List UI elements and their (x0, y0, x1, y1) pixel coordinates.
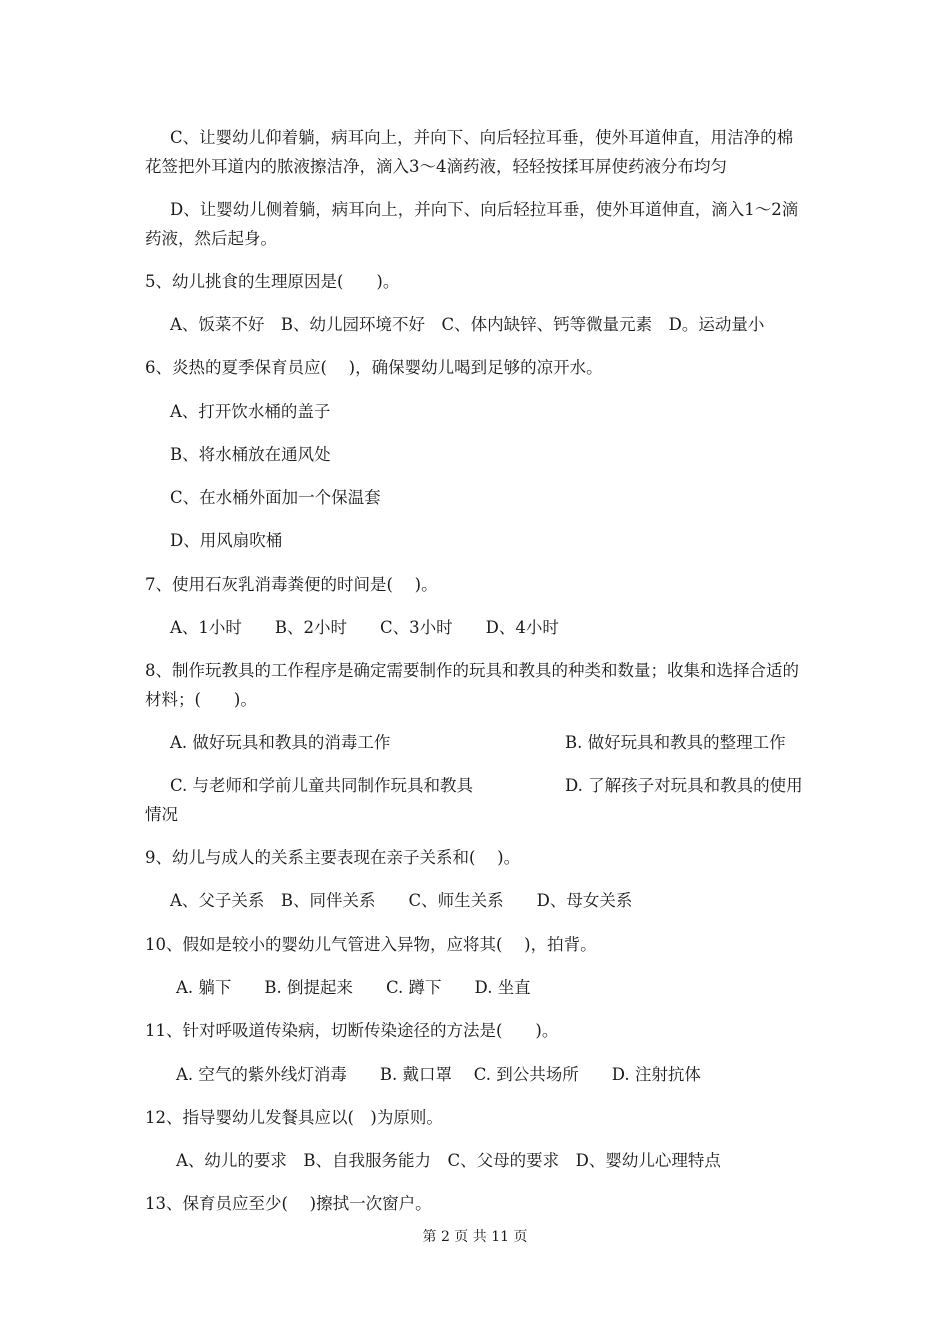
question-5: 5、幼儿挑食的生理原因是( )。 (145, 272, 400, 291)
question-8-line2: 材料；( )。 (145, 690, 257, 709)
q4-option-d-line1: D、让婴幼儿侧着躺，病耳向上，并向下、向后轻拉耳垂，使外耳道伸直，滴入1～2滴 (170, 200, 799, 219)
question-10-options: A. 躺下 B. 倒提起来 C. 蹲下 D. 坐直 (176, 978, 531, 997)
q4-option-c-line2: 花签把外耳道内的脓液擦洁净，滴入3～4滴药液，轻轻按揉耳屏使药液分布均匀 (145, 157, 727, 176)
question-8-option-a: A. 做好玩具和教具的消毒工作 (170, 733, 391, 752)
q4-option-d-line2: 药液，然后起身。 (145, 229, 277, 248)
question-7: 7、使用石灰乳消毒粪便的时间是( )。 (145, 575, 438, 594)
question-8-option-c: C. 与老师和学前儿童共同制作玩具和教具 (170, 776, 474, 795)
question-13: 13、保育员应至少( )擦拭一次窗户。 (145, 1194, 432, 1213)
question-10: 10、假如是较小的婴幼儿气管进入异物，应将其( )，拍背。 (145, 935, 597, 954)
question-7-options: A、1小时 B、2小时 C、3小时 D、4小时 (170, 618, 559, 637)
question-11: 11、针对呼吸道传染病，切断传染途径的方法是( )。 (145, 1021, 559, 1040)
question-8-line1: 8、制作玩教具的工作程序是确定需要制作的玩具和教具的种类和数量；收集和选择合适的 (145, 661, 799, 680)
question-6-option-b: B、将水桶放在通风处 (170, 445, 331, 464)
page-footer: 第 2 页 共 11 页 (422, 1229, 528, 1245)
question-12: 12、指导婴幼儿发餐具应以( )为原则。 (145, 1108, 443, 1127)
question-8-option-b: B. 做好玩具和教具的整理工作 (565, 733, 786, 752)
question-6-option-a: A、打开饮水桶的盖子 (170, 402, 331, 421)
question-5-options: A、饭菜不好 B、幼儿园环境不好 C、体内缺锌、钙等微量元素 D。运动量小 (170, 315, 765, 334)
question-6-option-c: C、在水桶外面加一个保温套 (170, 488, 381, 507)
question-6: 6、炎热的夏季保育员应( )，确保婴幼儿喝到足够的凉开水。 (145, 358, 603, 377)
question-8-option-d-wrap: 情况 (145, 805, 178, 824)
question-6-option-d: D、用风扇吹桶 (170, 531, 283, 550)
question-9-options: A、父子关系 B、同伴关系 C、师生关系 D、母女关系 (170, 891, 633, 910)
question-8-option-d: D. 了解孩子对玩具和教具的使用 (565, 776, 803, 795)
question-9: 9、幼儿与成人的关系主要表现在亲子关系和( )。 (145, 848, 521, 867)
q4-option-c-line1: C、让婴幼儿仰着躺，病耳向上，并向下、向后轻拉耳垂，使外耳道伸直，用洁净的棉 (170, 128, 794, 147)
question-11-options: A. 空气的紫外线灯消毒 B. 戴口罩 C. 到公共场所 D. 注射抗体 (176, 1065, 701, 1084)
question-12-options: A、幼儿的要求 B、自我服务能力 C、父母的要求 D、婴幼儿心理特点 (176, 1151, 721, 1170)
